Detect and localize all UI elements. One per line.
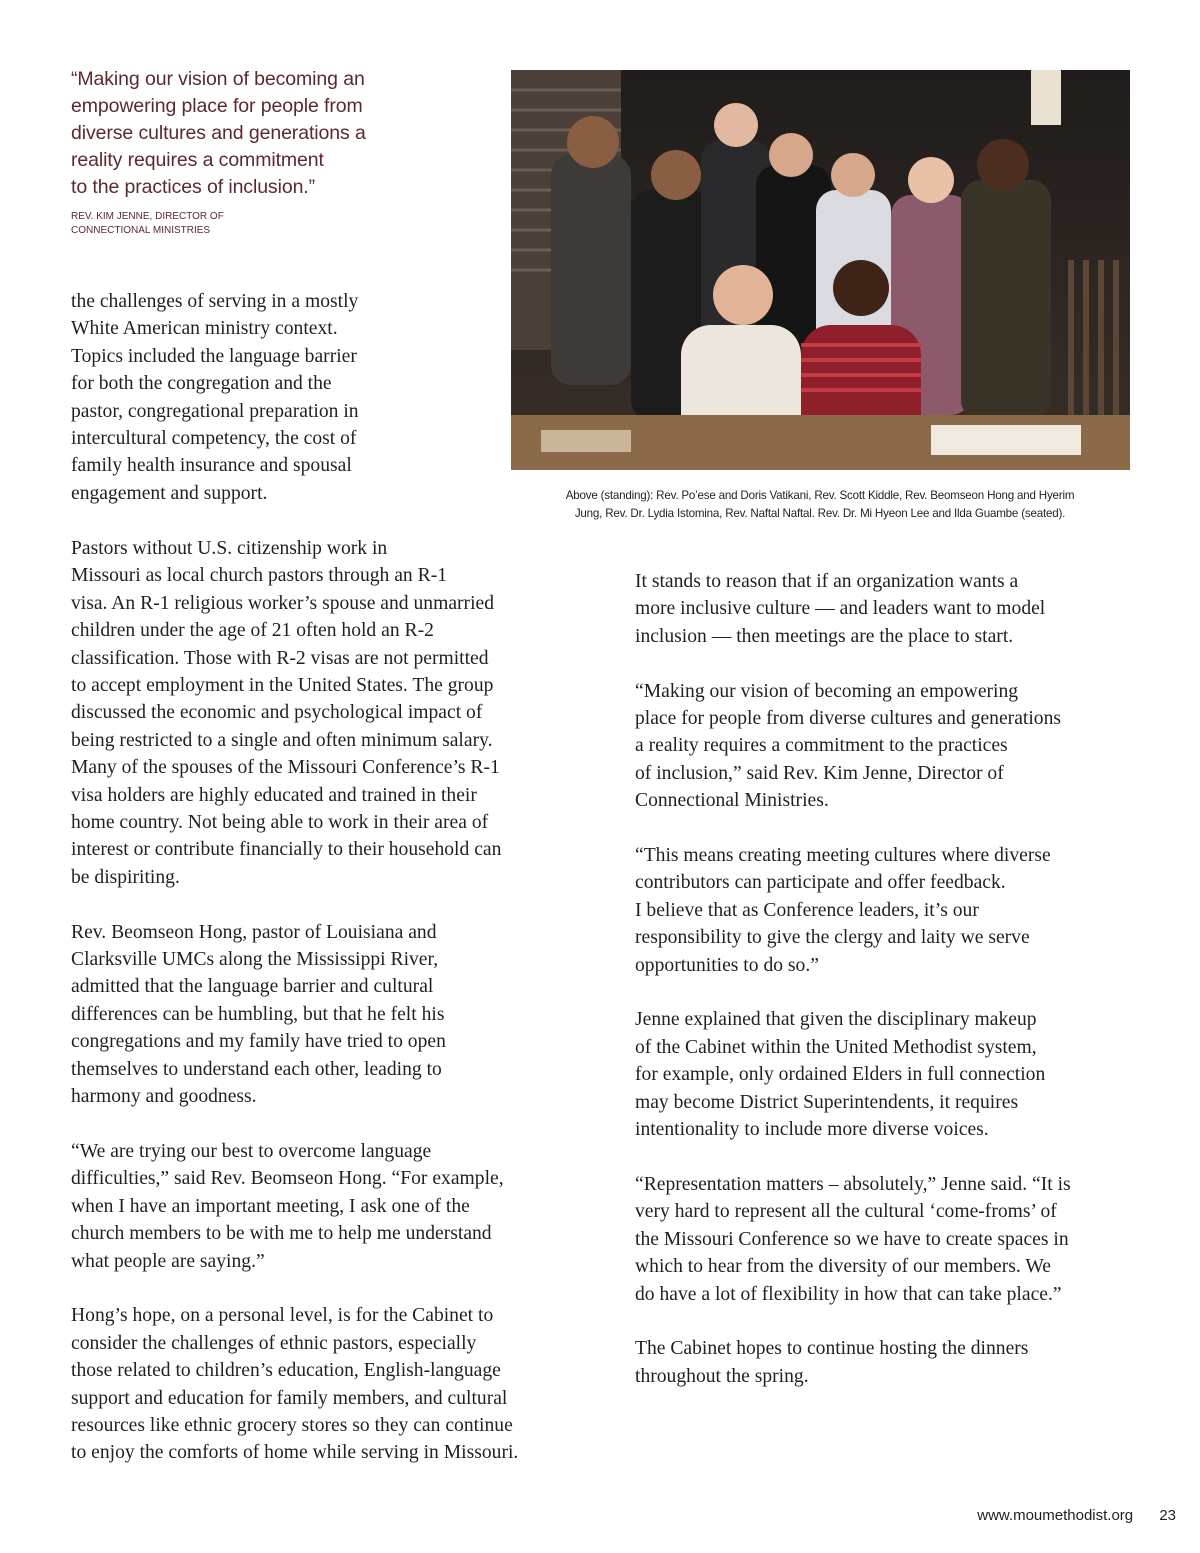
page-number: 23 — [1159, 1507, 1176, 1524]
photo-caption: Above (standing): Rev. Po’ese and Doris Vatikani, Rev. Scott Kiddle, Rev. Beomseon Hong and Hyerim Jung, Rev. Dr. Lydia Istomina, Rev. Naftal Naftal. Rev. Dr. Mi Hyeon Lee and Ilda Guambe (seated). — [565, 489, 1075, 520]
paragraph: Pastors without U.S. citizenship work in Missouri as local church pastors through an R-1 visa. An R-1 religious worker’s spouse and unmarried children under the age of 21 often hold an R-2 classification. Those with R-2 visas are not permitted to accept employment in the United States. The group discussed the economic and psychological impact of being restricted to a single and often minimum salary. Many of the spouses of the Missouri Conference’s R-1 visa holders are highly educated and trained in their home country. Not being able to work in their area of interest or contribute financially to their household can be dispiriting. — [71, 538, 502, 888]
paragraph: the challenges of serving in a mostly White American ministry context. Topics included the language barrier for both the congregation and the pastor, congregational preparation in intercultural competency, the cost of family health insurance and spousal engagement and support. — [71, 291, 359, 504]
article-column-right — [635, 568, 1135, 1418]
paragraph: Hong’s hope, on a personal level, is for the Cabinet to consider the challenges of ethnic pastors, especially those related to children’s education, English-language support and education for family members, and cultural resources like ethnic grocery stores so they can continue to enjoy the comforts of home while serving in Missouri. — [71, 1305, 519, 1464]
article-column-left — [71, 535, 571, 1494]
paragraph: Rev. Beomseon Hong, pastor of Louisiana and Clarksville UMCs along the Mississippi River, admitted that the language barrier and cultural differences can be humbling, but that he felt his congregations and my family have tried to open themselves to understand each other, leading to harmony and goodness. — [71, 921, 446, 1108]
paragraph: It stands to reason that if an organization wants a more inclusive culture — and leaders want to model inclusion — then meetings are the place to start. — [635, 571, 1046, 647]
group-photo-illustration — [511, 70, 1130, 470]
article-column-top — [71, 288, 431, 507]
paragraph: “This means creating meeting cultures where diverse contributors can participate and offer feedback. I believe that as Conference leaders, it’s our responsibility to give the clergy and laity we serve opportunities to do so.” — [635, 845, 1051, 976]
pull-quote: “Making our vision of becoming an empowering place for people from diverse cultures and generations a reality requires a commitment to the practices of inclusion.” — [71, 68, 366, 198]
paragraph: The Cabinet hopes to continue hosting the dinners throughout the spring. — [635, 1338, 1029, 1387]
footer-url[interactable]: www.moumethodist.org — [977, 1507, 1134, 1524]
pull-quote-attribution: REV. KIM JENNE, DIRECTOR OF CONNECTIONAL MINISTRIES — [71, 211, 224, 236]
page-footer — [977, 1507, 1176, 1524]
paragraph: “Representation matters – absolutely,” Jenne said. “It is very hard to represent all the cultural ‘come-froms’ of the Missouri Conference so we have to create spaces in which to hear from the diversity of our members. We do have a lot of flexibility in how that can take place.” — [635, 1173, 1071, 1305]
paragraph: “Making our vision of becoming an empowering place for people from diverse cultures and generations a reality requires a commitment to the practices of inclusion,” said Rev. Kim Jenne, Director of Connectional Ministries. — [635, 680, 1061, 812]
paragraph: Jenne explained that given the disciplinary makeup of the Cabinet within the United Methodist system, for example, only ordained Elders in full connection may become District Superintendents, it requires intentionality to include more diverse voices. — [635, 1009, 1046, 1141]
paragraph: “We are trying our best to overcome language difficulties,” said Rev. Beomseon Hong. “For example, when I have an important meeting, I ask one of the church members to be with me to help me understand what people are saying.” — [71, 1140, 504, 1272]
group-photo — [511, 70, 1130, 470]
